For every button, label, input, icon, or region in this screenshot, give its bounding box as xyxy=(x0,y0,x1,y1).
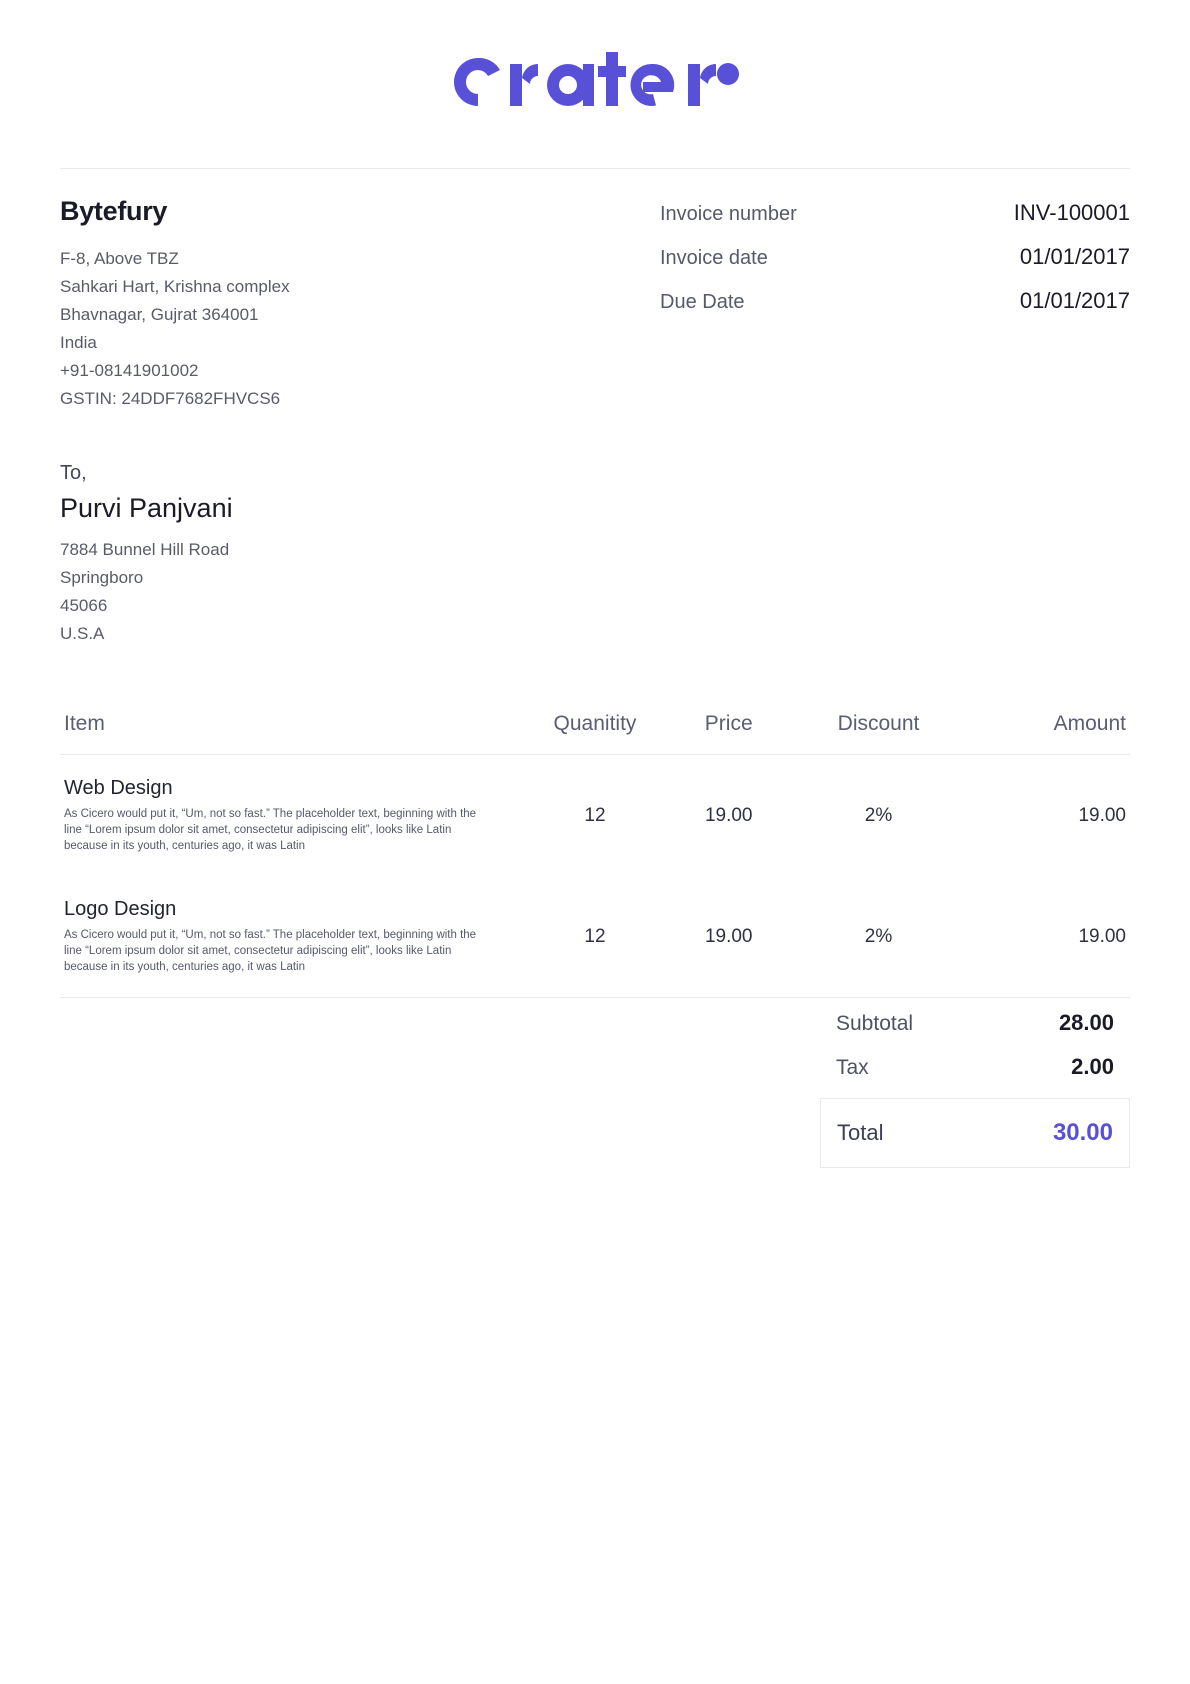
items-header-row xyxy=(60,712,1130,755)
column-header-item: Item xyxy=(64,712,105,735)
items-table xyxy=(60,712,1130,997)
items-bottom-divider xyxy=(60,997,1130,998)
due-date-value: 01/01/2017 xyxy=(1019,288,1130,313)
item-cell xyxy=(60,755,531,877)
item-description: As Cicero would put it, “Um, not so fast.” The placeholder text, beginning with the line “Lorem ipsum dolor sit amet, consectetur adipiscing elit”, looks like Latin because in its youth, centuries ago, it was Latin xyxy=(64,929,477,973)
total-row xyxy=(820,1098,1130,1168)
company-address-line: India xyxy=(60,333,97,352)
items-table-head xyxy=(60,712,1130,755)
totals-section xyxy=(820,1010,1130,1168)
invoice-date-value: 01/01/2017 xyxy=(1019,244,1130,269)
bill-to-block xyxy=(60,462,233,648)
company-address-line: Bhavnagar, Gujrat 364001 xyxy=(60,305,259,324)
due-date-row xyxy=(660,288,1130,314)
company-block xyxy=(60,196,290,413)
invoice-number-value: INV-100001 xyxy=(1013,200,1130,225)
company-phone: +91-08141901002 xyxy=(60,361,199,380)
tax-row xyxy=(820,1054,1130,1080)
subtotal-value: 28.00 xyxy=(1058,1010,1114,1035)
item-amount: 19.00 xyxy=(1078,804,1126,826)
due-date-label: Due Date xyxy=(660,291,745,313)
column-header-discount: Discount xyxy=(837,712,920,735)
item-cell xyxy=(60,876,531,997)
company-address-line: Sahkari Hart, Krishna complex xyxy=(60,277,290,296)
invoice-number-row xyxy=(660,200,1130,226)
bill-to-address-line: U.S.A xyxy=(60,624,105,643)
column-header-amount: Amount xyxy=(1053,712,1126,735)
column-header-price: Price xyxy=(704,712,753,735)
item-name: Web Design xyxy=(64,777,173,799)
company-name: Bytefury xyxy=(60,196,168,226)
bill-to-label: To, xyxy=(60,462,87,484)
column-header-quantity: Quanitity xyxy=(553,712,637,735)
item-price: 19.00 xyxy=(704,804,753,826)
item-description: As Cicero would put it, “Um, not so fast.” The placeholder text, beginning with the line “Lorem ipsum dolor sit amet, consectetur adipiscing elit”, looks like Latin because in its youth, centuries ago, it was Latin xyxy=(64,808,477,852)
item-quantity: 12 xyxy=(584,804,606,826)
item-price: 19.00 xyxy=(704,925,753,947)
item-discount: 2% xyxy=(864,804,893,826)
bill-to-address-line: 7884 Bunnel Hill Road xyxy=(60,540,230,559)
header-divider xyxy=(60,168,1130,169)
brand-logo xyxy=(0,0,1190,136)
tax-value: 2.00 xyxy=(1071,1054,1114,1079)
item-name: Logo Design xyxy=(64,898,177,920)
subtotal-row xyxy=(820,1010,1130,1036)
invoice-header xyxy=(60,196,1130,413)
subtotal-label: Subtotal xyxy=(836,1012,914,1035)
company-address-line: F-8, Above TBZ xyxy=(60,249,179,268)
total-value: 30.00 xyxy=(1052,1119,1113,1146)
crater-logo-icon xyxy=(440,44,750,120)
invoice-date-label: Invoice date xyxy=(660,247,768,269)
item-amount: 19.00 xyxy=(1078,925,1126,947)
item-discount: 2% xyxy=(864,925,893,947)
total-label: Total xyxy=(837,1120,884,1145)
items-table-body xyxy=(60,755,1130,998)
item-quantity: 12 xyxy=(584,925,606,947)
tax-label: Tax xyxy=(836,1056,869,1079)
table-row xyxy=(60,876,1130,997)
invoice-number-label: Invoice number xyxy=(660,203,797,225)
table-row xyxy=(60,755,1130,877)
items-section xyxy=(60,712,1130,998)
invoice-meta-block xyxy=(660,196,1130,413)
bill-to-name: Purvi Panjvani xyxy=(60,493,233,523)
company-gstin: GSTIN: 24DDF7682FHVCS6 xyxy=(60,389,281,408)
bill-to-address-line: 45066 xyxy=(60,596,108,615)
invoice-date-row xyxy=(660,244,1130,270)
bill-to-address-line: Springboro xyxy=(60,568,144,587)
